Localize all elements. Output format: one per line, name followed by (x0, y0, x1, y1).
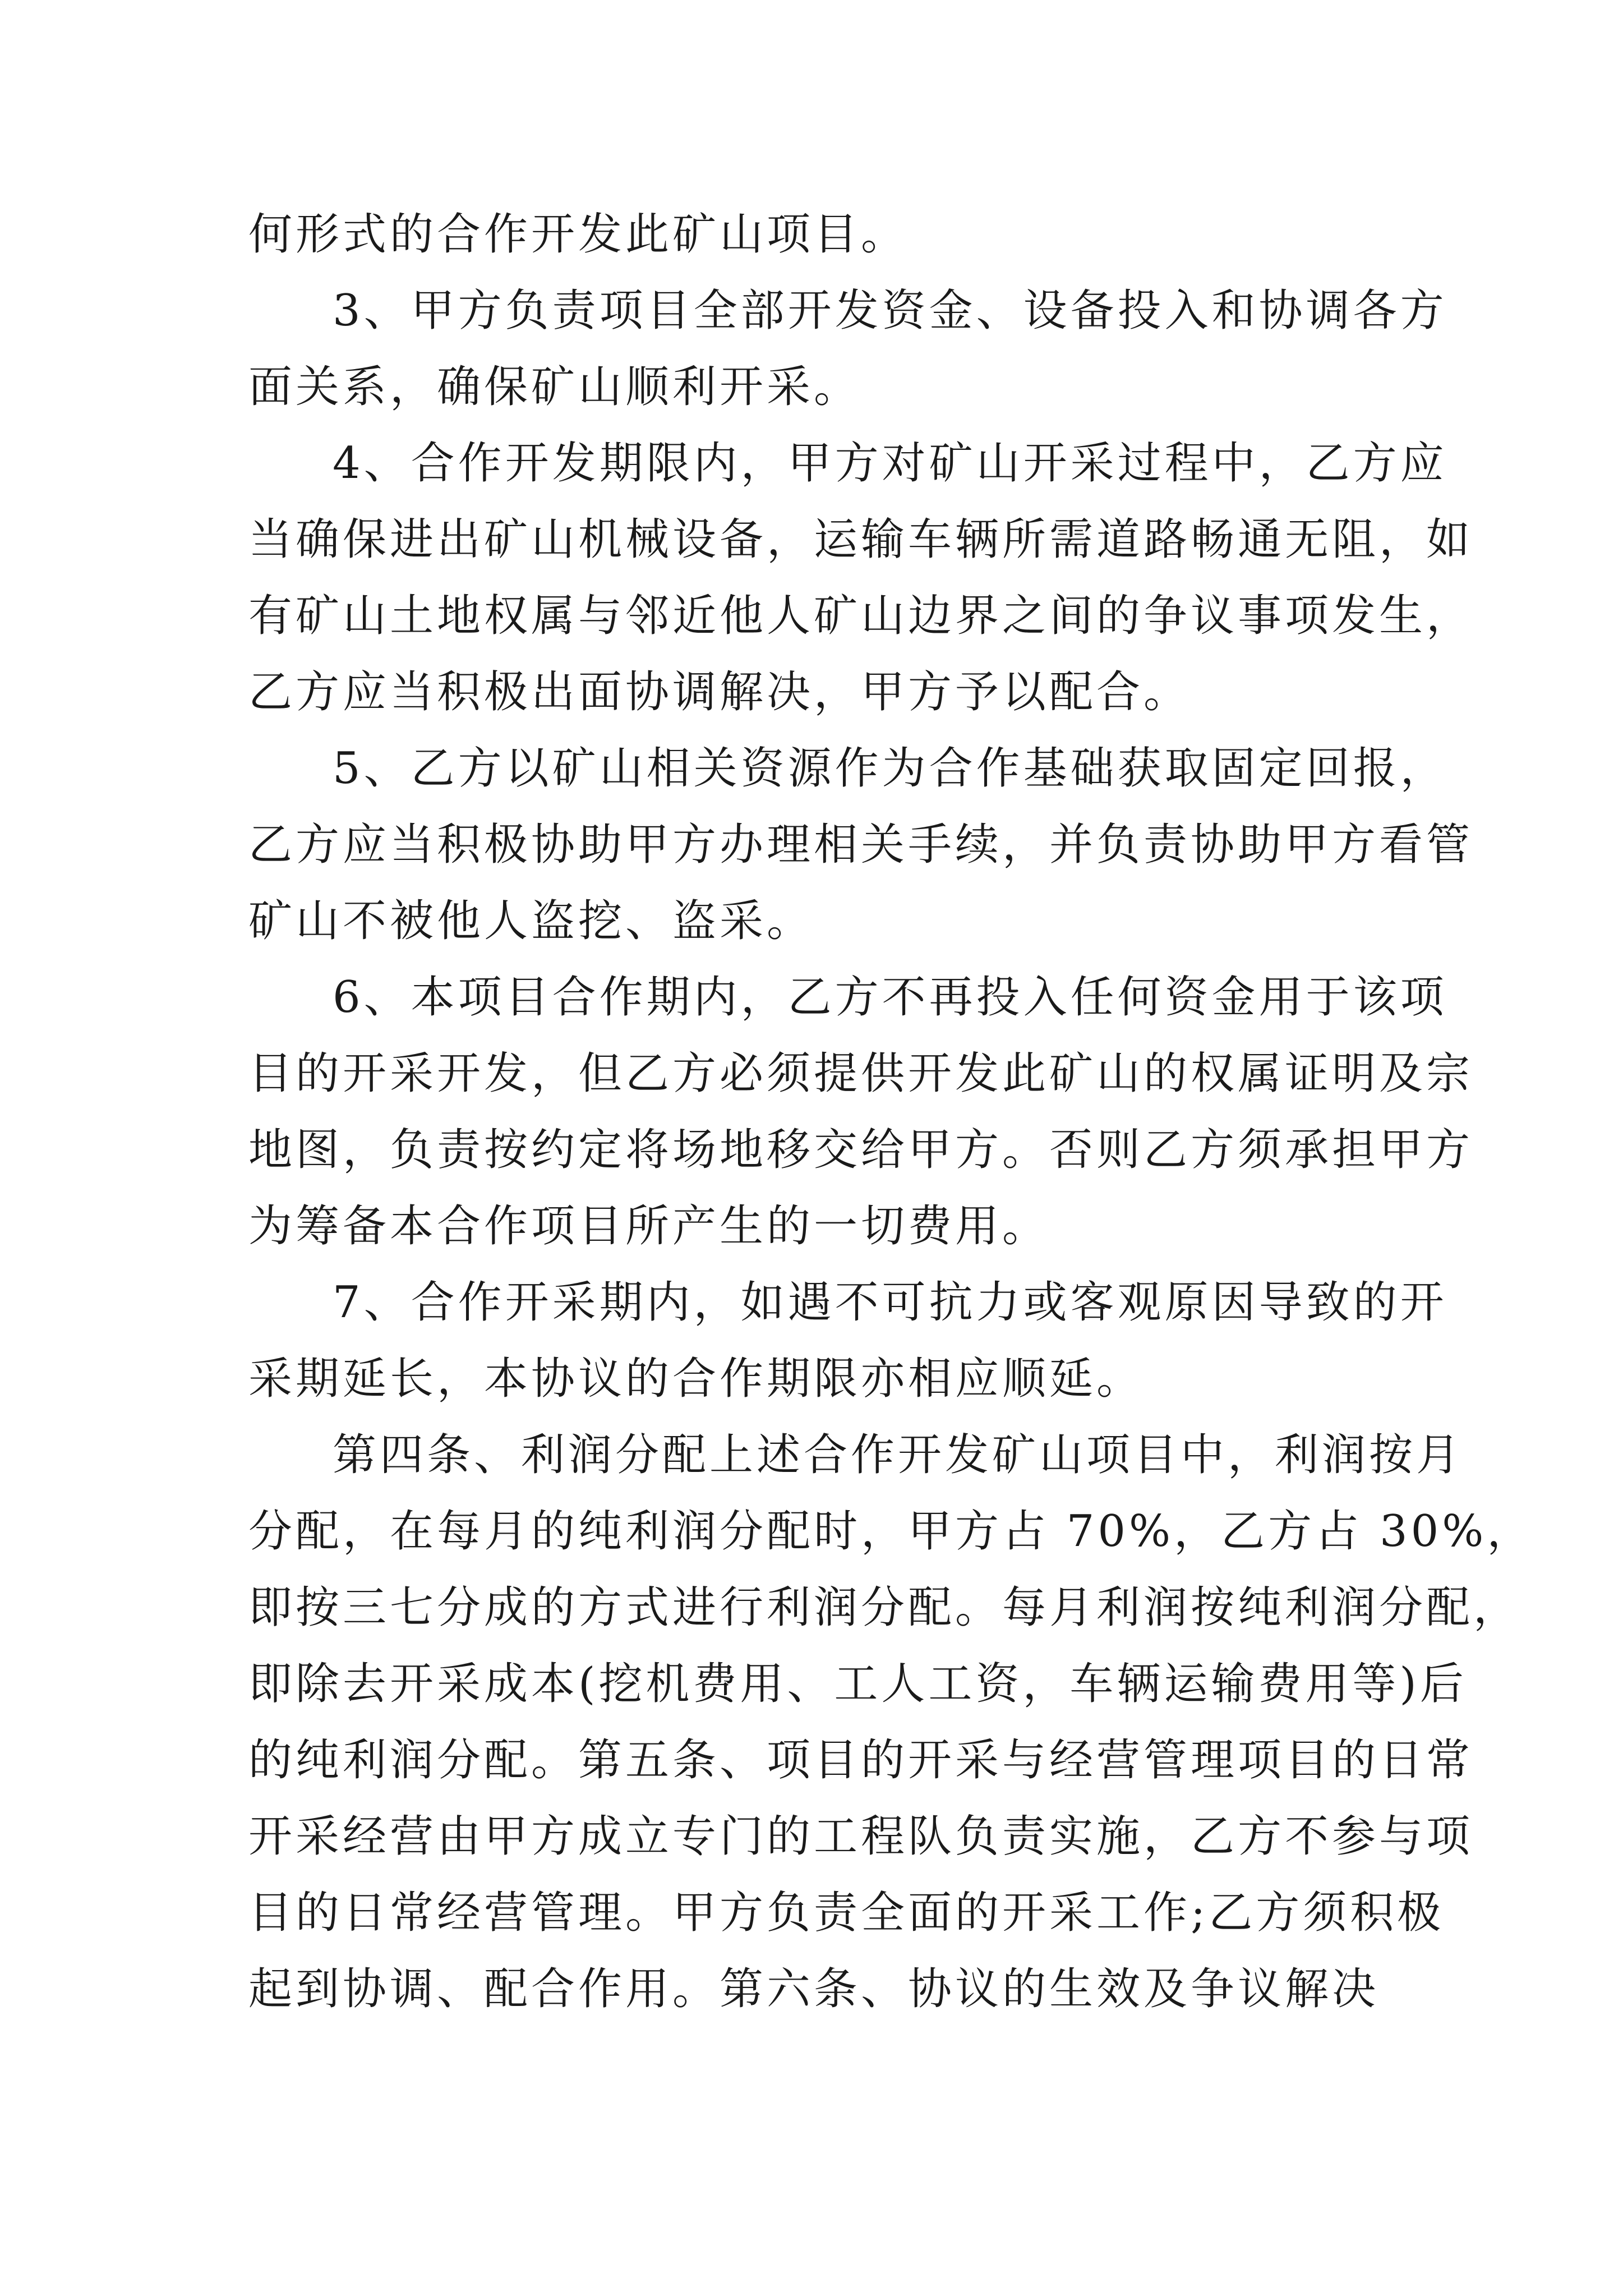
text-line: 乙方应当积极出面协调解决，甲方予以配合。 (248, 667, 1191, 717)
text-line: 即按三七分成的方式进行利润分配。每月利润按纯利润分配， (248, 1582, 1521, 1633)
text-line: 目的开采开发，但乙方必须提供开发此矿山的权属证明及宗 (248, 1048, 1474, 1099)
text-line: 地图，负责按约定将场地移交给甲方。否则乙方须承担甲方 (248, 1125, 1474, 1175)
text-line: 采期延长，本协议的合作期限亦相应顺延。 (248, 1354, 1144, 1404)
text-line: 第四条、利润分配上述合作开发矿山项目中，利润按月 (333, 1430, 1464, 1480)
text-line: 面关系，确保矿山顺利开采。 (248, 362, 861, 412)
text-line: 乙方应当积极协助甲方办理相关手续，并负责协助甲方看管 (248, 820, 1474, 870)
text-line: 的纯利润分配。第五条、项目的开采与经营管理项目的日常 (248, 1735, 1474, 1786)
text-line: 7、合作开采期内，如遇不可抗力或客观原因导致的开 (333, 1277, 1447, 1328)
text-line: 3、甲方负责项目全部开发资金、设备投入和协调各方 (333, 286, 1447, 336)
text-line: 当确保进出矿山机械设备，运输车辆所需道路畅通无阻，如 (248, 514, 1474, 565)
text-line: 4、合作开发期限内，甲方对矿山开采过程中，乙方应 (333, 438, 1447, 489)
text-line: 矿山不被他人盗挖、盗采。 (248, 896, 814, 946)
text-line: 有矿山土地权属与邻近他人矿山边界之间的争议事项发生， (248, 591, 1474, 641)
document-body (248, 196, 1534, 2027)
text-line: 6、本项目合作期内，乙方不再投入任何资金用于该项 (333, 972, 1447, 1023)
text-line: 即除去开采成本(挖机费用、工人工资，车辆运输费用等)后 (248, 1659, 1467, 1709)
text-line: 目的日常经营管理。甲方负责全面的开采工作;乙方须积极 (248, 1888, 1445, 1938)
text-line: 起到协调、配合作用。第六条、协议的生效及争议解决 (248, 1964, 1380, 2014)
text-line: 何形式的合作开发此矿山项目。 (248, 209, 909, 260)
text-line: 分配，在每月的纯利润分配时，甲方占 70%，乙方占 30%， (248, 1506, 1534, 1557)
text-line: 开采经营由甲方成立专门的工程队负责实施，乙方不参与项 (248, 1811, 1474, 1862)
text-line: 5、乙方以矿山相关资源作为合作基础获取固定回报， (333, 743, 1447, 794)
text-line: 为筹备本合作项目所产生的一切费用。 (248, 1201, 1050, 1251)
